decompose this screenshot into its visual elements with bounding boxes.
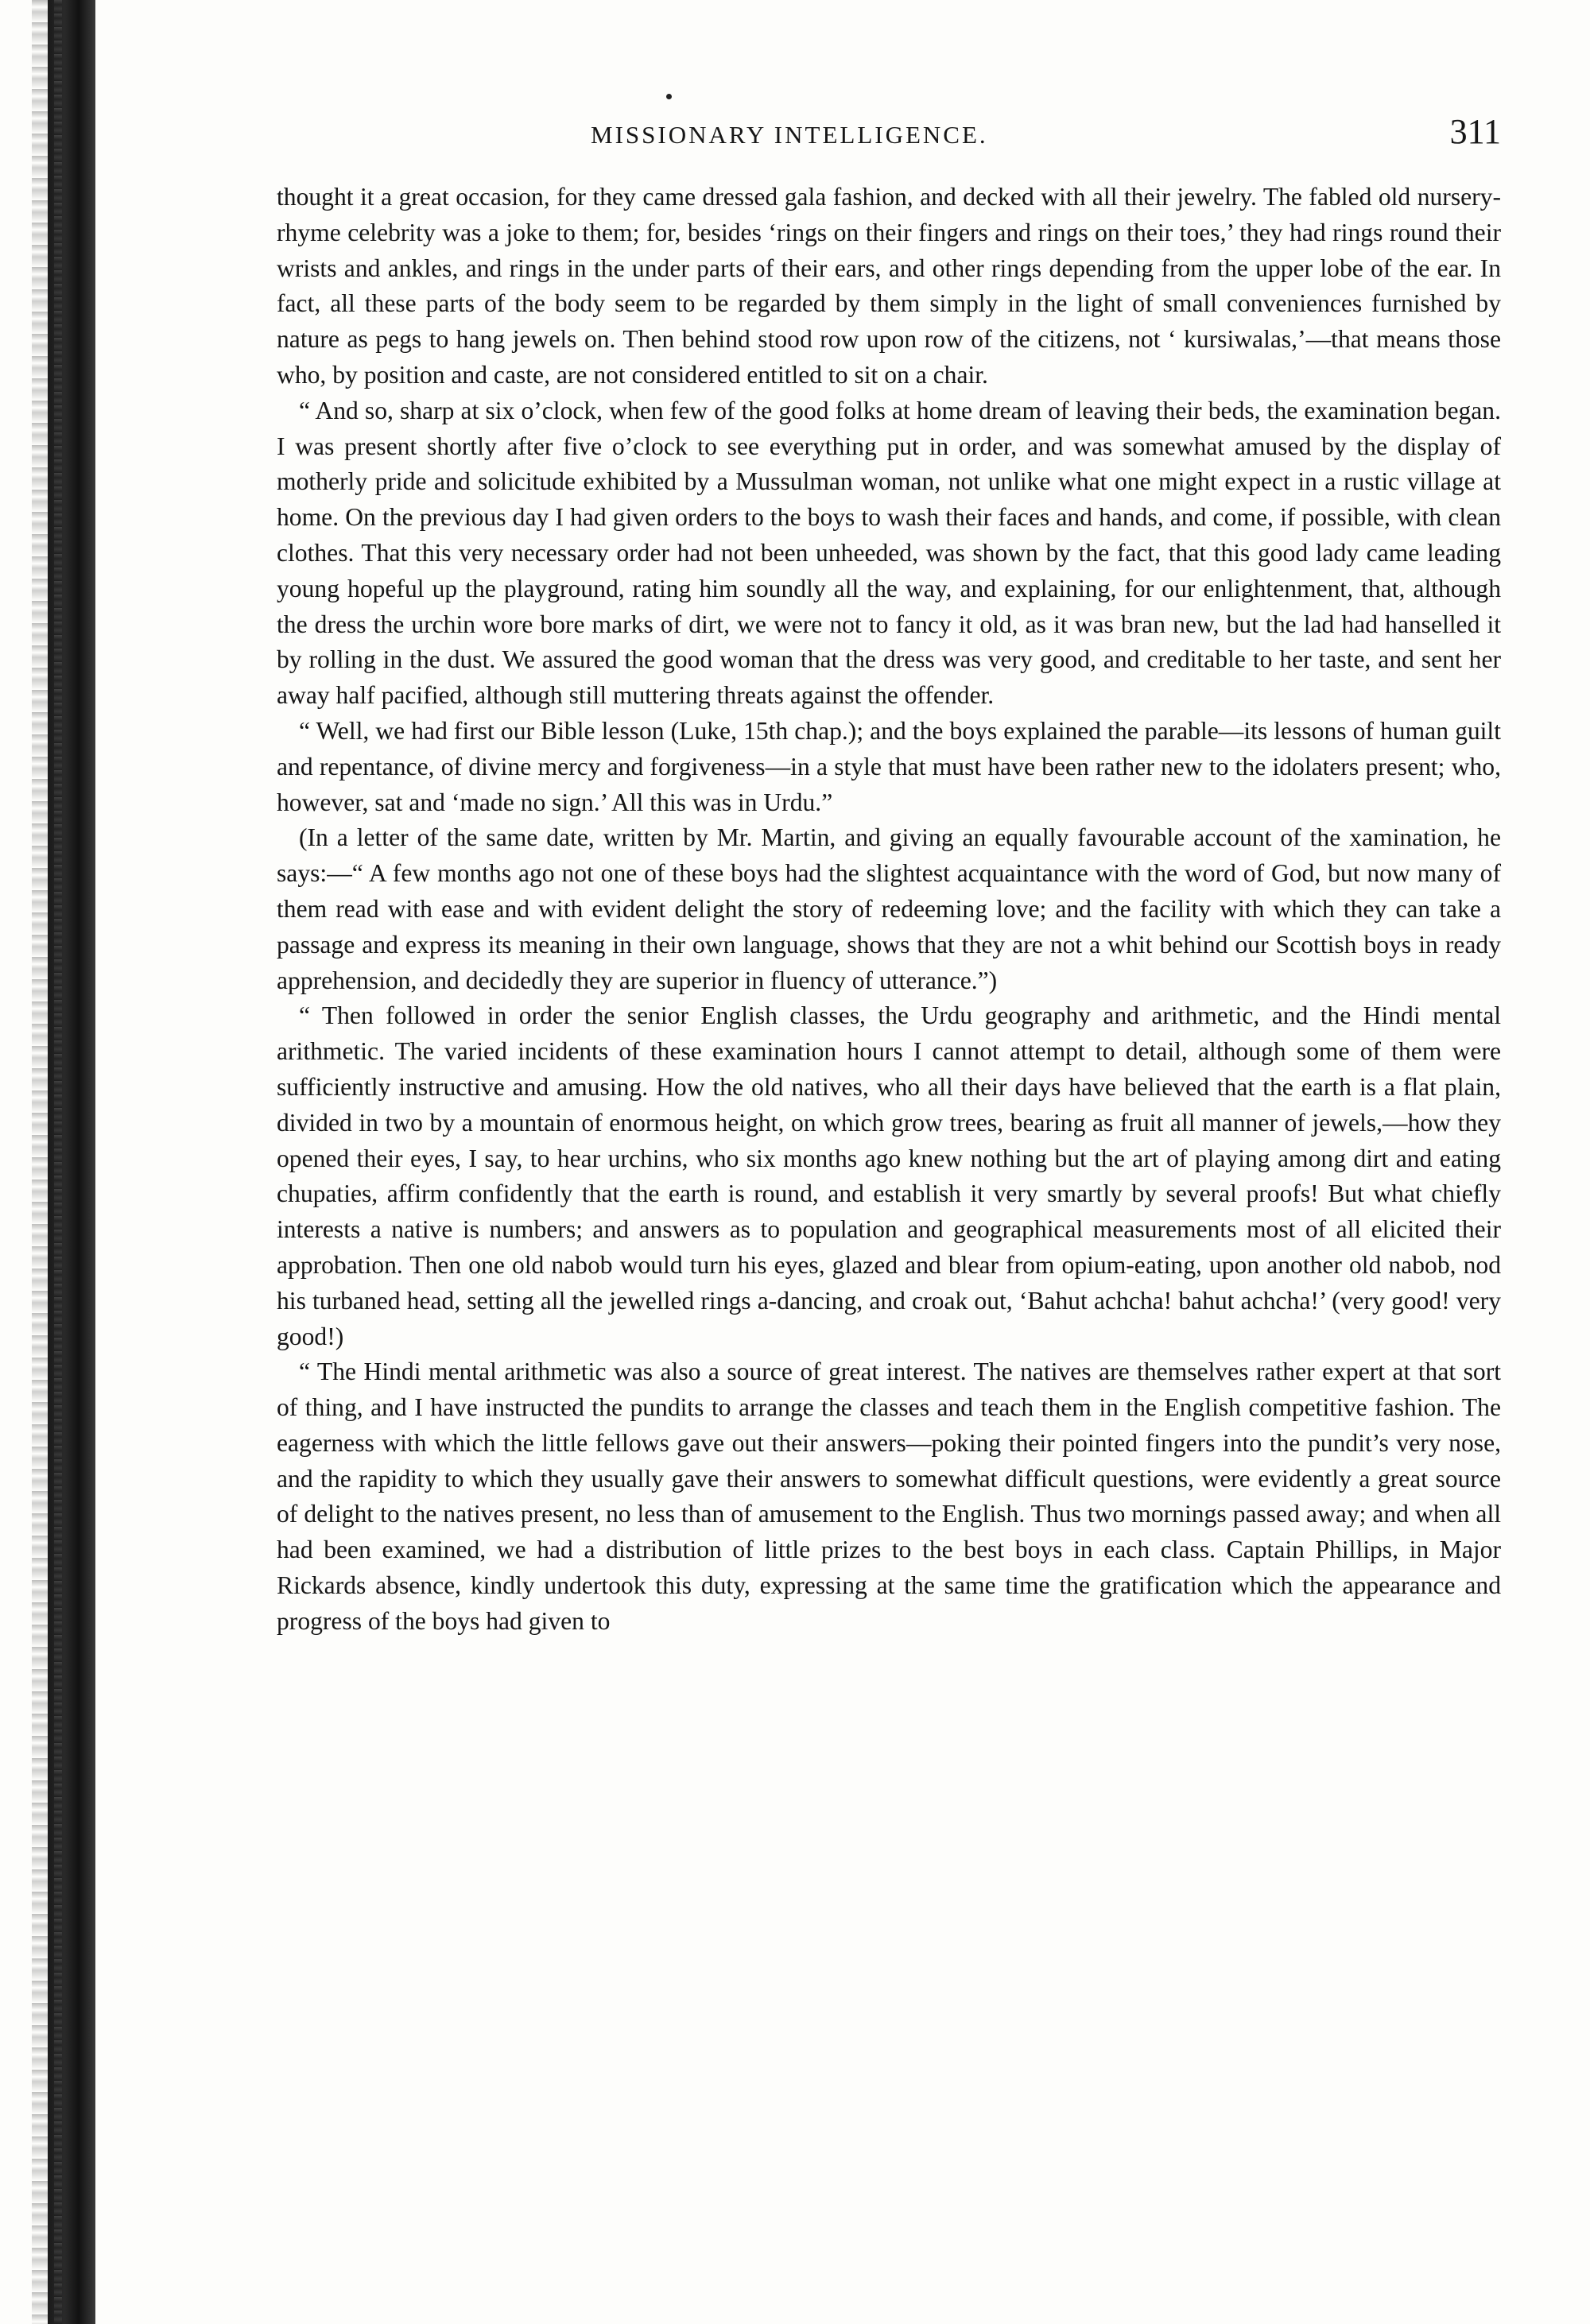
page-shadow [32,0,48,2324]
header-title: MISSIONARY INTELLIGENCE. [591,121,988,149]
paragraph-3: “ Well, we had first our Bible lesson (Luke, 15th chap.); and the boys explained the parable—its lessons of human guilt and repentance, of divine mercy and forgiveness—in a style that must have been rather new to the idolaters present; who, however, sat and ‘made no sign.’ All this was in Urdu.” [277,716,1501,816]
page-number: 311 [1449,112,1501,151]
paragraph-6: “ The Hindi mental arithmetic was also a source of great interest. The natives are themselves rather expert at that sort of thing, and I have instructed the pundits to arrange the classes and teach them in the English competitive fashion. The eagerness with which the little fellows gave out their answers—poking their pointed fingers into the pundit’s very nose, and the rapidity to which they usually gave their answers to somewhat difficult questions, were evidently a great source of delight to the natives present, no less than of amusement to the English. Thus two mornings passed away; and when all had been examined, we had a distribution of little prizes to the best boys in each class. Captain Phillips, in Major Rickards absence, kindly undertook this duty, expressing at the same time the gratification which the appearance and progress of the boys had given to [277,1358,1501,1635]
running-head [277,111,1501,159]
article-body [277,180,1501,1640]
book-spine [48,0,95,2324]
paragraph-5: “ Then followed in order the senior English classes, the Urdu geography and arithmetic, and the Hindi mental arithmetic. The varied incidents of these examination hours I cannot attempt to detail, although some of them were sufficiently instructive and amusing. How the old natives, who all their days have believed that the earth is a flat plain, divided in two by a mountain of enormous height, on which grow trees, bearing as fruit all manner of jewels,—how they opened their eyes, I say, to hear urchins, who six months ago knew nothing but the art of playing among dirt and eating chupaties, affirm confidently that the earth is round, and establish it very smartly by several proofs! But what chiefly interests a native is numbers; and answers as to population and geographical measurements most of all elicited their approbation. Then one old nabob would turn his eyes, glazed and blear from opium-eating, upon another old nabob, nod his turbaned head, setting all the jewelled rings a-dancing, and croak out, ‘Bahut achcha! bahut achcha!’ (very good! very good!) [277,1001,1501,1350]
header-dot [666,94,672,99]
paragraph-1: thought it a great occasion, for they came dressed gala fashion, and decked with all their jewelry. The fabled old nursery-rhyme celebrity was a joke to them; for, besides ‘rings on their fingers and rings on their toes,’ they had rings round their wrists and ankles, and rings in the under parts of their ears, and other rings depending from the upper lobe of the ear. In fact, all these parts of the body seem to be regarded by them simply in the light of small conveniences furnished by nature as pegs to hang jewels on. Then behind stood row upon row of the citizens, not ‘ kursiwalas,’—that means those who, by position and caste, are not considered entitled to sit on a chair. [277,183,1501,389]
paragraph-4: (In a letter of the same date, written by Mr. Martin, and giving an equally favourable account of the xamination, he says:—“ A few months ago not one of these boys had the slightest acquaintance with the word of God, but now many of them read with ease and with evident delight the story of redeeming love; and the facility with which they can take a passage and express its meaning in their own language, shows that they are not a whit behind our Scottish boys in ready apprehension, and decidedly they are superior in fluency of utterance.”) [277,823,1501,994]
paragraph-2: “ And so, sharp at six o’clock, when few of the good folks at home dream of leaving their beds, the examination began. I was present shortly after five o’clock to see everything put in order, and was somewhat amused by the display of motherly pride and solicitude exhibited by a Mussulman woman, not unlike what one might expect in a rustic village at home. On the previous day I had given orders to the boys to wash their faces and hands, and come, if possible, with clean clothes. That this very necessary order had not been unheeded, was shown by the fact, that this good lady came leading young hopeful up the playground, rating him soundly all the way, and explaining, for our enlightenment, that, although the dress the urchin wore bore marks of dirt, we were not to fancy it old, as it was bran new, but the lad had hanselled it by rolling in the dust. We assured the good woman that the dress was very good, and creditable to her taste, and sent her away half pacified, although still muttering threats against the offender. [277,396,1501,710]
